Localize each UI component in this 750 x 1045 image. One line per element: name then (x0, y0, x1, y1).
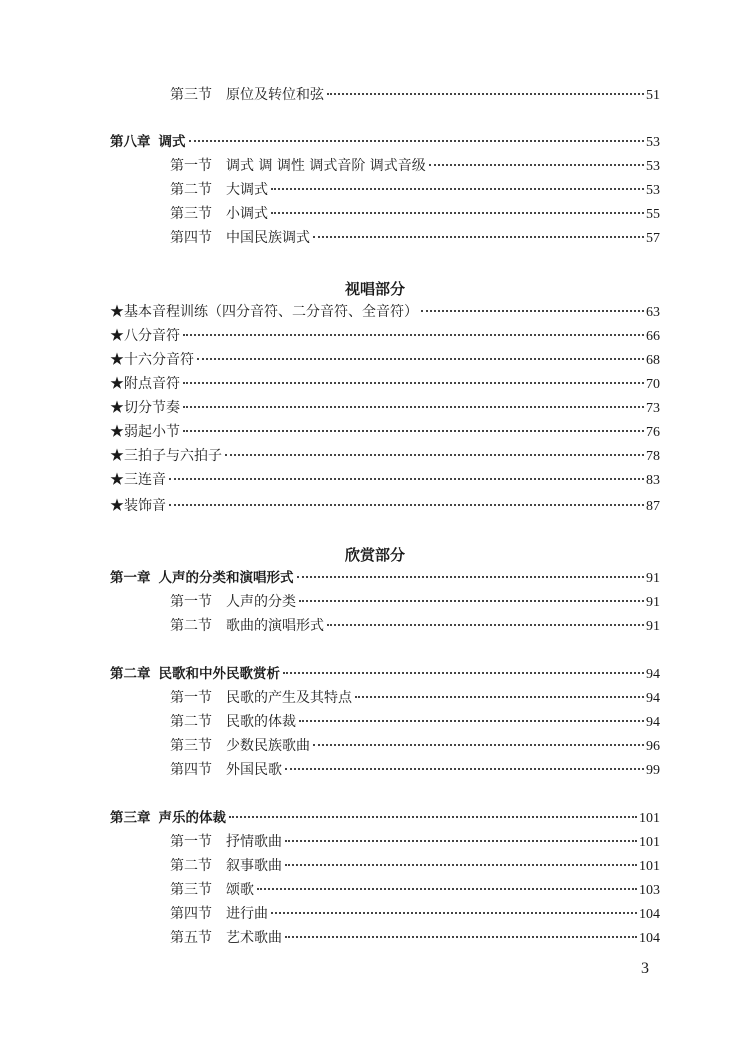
toc-chapter-entry[interactable] (110, 131, 660, 153)
dot-leader (189, 140, 645, 142)
toc-section-entry[interactable] (170, 203, 660, 225)
entry-page-number: 94 (646, 691, 660, 706)
toc-section-entry[interactable] (170, 711, 660, 733)
entry-title: ★八分音符 (110, 328, 180, 344)
dot-leader (313, 236, 644, 238)
entry-page-number: 53 (646, 183, 660, 198)
toc-section-entry[interactable] (170, 155, 660, 177)
toc-section-entry[interactable] (170, 903, 660, 925)
entry-title: ★弱起小节 (110, 424, 180, 440)
toc-chapter-entry[interactable] (110, 807, 660, 829)
toc-chapter-entry[interactable] (110, 663, 660, 685)
entry-page-number: 53 (646, 135, 660, 150)
toc-section-entry[interactable] (170, 84, 660, 106)
dot-leader (429, 164, 644, 166)
entry-title: 调式 (158, 134, 186, 150)
entry-page-number: 96 (646, 739, 660, 754)
entry-page-number: 70 (646, 377, 660, 392)
entry-title: 原位及转位和弦 (226, 87, 324, 103)
entry-page-number: 91 (646, 571, 660, 586)
toc-section-entry[interactable] (170, 687, 660, 709)
entry-title: 少数民族歌曲 (226, 738, 310, 754)
entry-label: 第三节 (170, 738, 212, 754)
dot-leader (225, 454, 644, 456)
dot-leader (285, 840, 637, 842)
entry-title: ★三拍子与六拍子 (110, 448, 222, 464)
entry-label: 第三节 (170, 882, 212, 898)
toc-exercise-entry[interactable] (110, 445, 660, 467)
entry-page-number: 103 (639, 883, 660, 898)
entry-label: 第一节 (170, 834, 212, 850)
entry-label: 第五节 (170, 930, 212, 946)
entry-label: 第八章 (110, 134, 151, 150)
toc-exercise-entry[interactable] (110, 469, 660, 491)
dot-leader (283, 672, 644, 674)
toc-section-entry[interactable] (170, 615, 660, 637)
entry-label: 第二节 (170, 714, 212, 730)
dot-leader (327, 624, 644, 626)
dot-leader (313, 744, 644, 746)
entry-title: ★附点音符 (110, 376, 180, 392)
toc-section-entry[interactable] (170, 855, 660, 877)
entry-title: 中国民族调式 (226, 230, 310, 246)
dot-leader (183, 406, 644, 408)
page-number: 3 (641, 960, 649, 977)
dot-leader (271, 188, 644, 190)
toc-exercise-entry[interactable] (110, 495, 660, 517)
entry-page-number: 51 (646, 88, 660, 103)
entry-title: 声乐的体裁 (158, 810, 226, 826)
entry-page-number: 94 (646, 715, 660, 730)
dot-leader (285, 864, 637, 866)
entry-page-number: 83 (646, 473, 660, 488)
entry-label: 第二节 (170, 858, 212, 874)
entry-title: 颂歌 (226, 882, 254, 898)
dot-leader (297, 576, 645, 578)
entry-page-number: 76 (646, 425, 660, 440)
entry-title: 民歌和中外民歌赏析 (158, 666, 280, 682)
entry-title: ★切分节奏 (110, 400, 180, 416)
entry-label: 第一节 (170, 158, 212, 174)
entry-page-number: 55 (646, 207, 660, 222)
entry-title: 抒情歌曲 (226, 834, 282, 850)
toc-section-entry[interactable] (170, 759, 660, 781)
part-heading: 视唱部分 (344, 280, 405, 298)
entry-page-number: 91 (646, 619, 660, 634)
entry-title: 大调式 (226, 182, 268, 198)
dot-leader (271, 212, 644, 214)
toc-section-entry[interactable] (170, 879, 660, 901)
entry-page-number: 63 (646, 305, 660, 320)
dot-leader (355, 696, 644, 698)
entry-label: 第一节 (170, 690, 212, 706)
dot-leader (299, 720, 644, 722)
entry-page-number: 87 (646, 499, 660, 514)
toc-exercise-entry[interactable] (110, 349, 660, 371)
toc-exercise-entry[interactable] (110, 325, 660, 347)
toc-section-entry[interactable] (170, 927, 660, 949)
dot-leader (197, 358, 644, 360)
entry-page-number: 101 (639, 859, 660, 874)
dot-leader (327, 93, 644, 95)
entry-title: ★基本音程训练（四分音符、二分音符、全音符） (110, 304, 418, 320)
entry-title: 歌曲的演唱形式 (226, 618, 324, 634)
dot-leader (169, 504, 644, 506)
entry-page-number: 53 (646, 159, 660, 174)
entry-page-number: 101 (639, 835, 660, 850)
entry-label: 第二章 (110, 666, 151, 682)
entry-page-number: 68 (646, 353, 660, 368)
entry-title: 进行曲 (226, 906, 268, 922)
dot-leader (421, 310, 644, 312)
entry-page-number: 94 (646, 667, 660, 682)
entry-page-number: 73 (646, 401, 660, 416)
toc-exercise-entry[interactable] (110, 421, 660, 443)
entry-title: 民歌的产生及其特点 (226, 690, 352, 706)
dot-leader (229, 816, 637, 818)
entry-label: 第四节 (170, 230, 212, 246)
entry-label: 第三章 (110, 810, 151, 826)
entry-title: ★十六分音符 (110, 352, 194, 368)
entry-title: ★三连音 (110, 472, 166, 488)
entry-title: 调式 调 调性 调式音阶 调式音级 (226, 158, 426, 174)
entry-label: 第三节 (170, 87, 212, 103)
entry-title: 人声的分类 (226, 594, 296, 610)
entry-label: 第二节 (170, 182, 212, 198)
entry-title: ★装饰音 (110, 498, 166, 514)
entry-title: 艺术歌曲 (226, 930, 282, 946)
toc-section-entry[interactable] (170, 831, 660, 853)
toc-section-entry[interactable] (170, 735, 660, 757)
entry-label: 第一章 (110, 570, 151, 586)
dot-leader (257, 888, 637, 890)
entry-title: 叙事歌曲 (226, 858, 282, 874)
entry-title: 外国民歌 (226, 762, 282, 778)
entry-page-number: 99 (646, 763, 660, 778)
toc-chapter-entry[interactable] (110, 567, 660, 589)
entry-title: 人声的分类和演唱形式 (158, 570, 294, 586)
entry-page-number: 104 (639, 907, 660, 922)
dot-leader (183, 430, 644, 432)
entry-label: 第四节 (170, 762, 212, 778)
toc-exercise-entry[interactable] (110, 373, 660, 395)
dot-leader (183, 334, 644, 336)
toc-section-entry[interactable] (170, 227, 660, 249)
toc-exercise-entry[interactable] (110, 301, 660, 323)
entry-page-number: 78 (646, 449, 660, 464)
dot-leader (285, 768, 644, 770)
entry-title: 民歌的体裁 (226, 714, 296, 730)
dot-leader (271, 912, 637, 914)
entry-page-number: 66 (646, 329, 660, 344)
entry-label: 第二节 (170, 618, 212, 634)
entry-page-number: 101 (639, 811, 660, 826)
entry-page-number: 57 (646, 231, 660, 246)
toc-exercise-entry[interactable] (110, 397, 660, 419)
entry-label: 第四节 (170, 906, 212, 922)
part-heading: 欣赏部分 (344, 546, 405, 564)
entry-page-number: 104 (639, 931, 660, 946)
entry-label: 第一节 (170, 594, 212, 610)
dot-leader (183, 382, 644, 384)
dot-leader (169, 478, 644, 480)
entry-label: 第三节 (170, 206, 212, 222)
dot-leader (299, 600, 644, 602)
toc-section-entry[interactable] (170, 179, 660, 201)
toc-section-entry[interactable] (170, 591, 660, 613)
entry-title: 小调式 (226, 206, 268, 222)
entry-page-number: 91 (646, 595, 660, 610)
dot-leader (285, 936, 637, 938)
